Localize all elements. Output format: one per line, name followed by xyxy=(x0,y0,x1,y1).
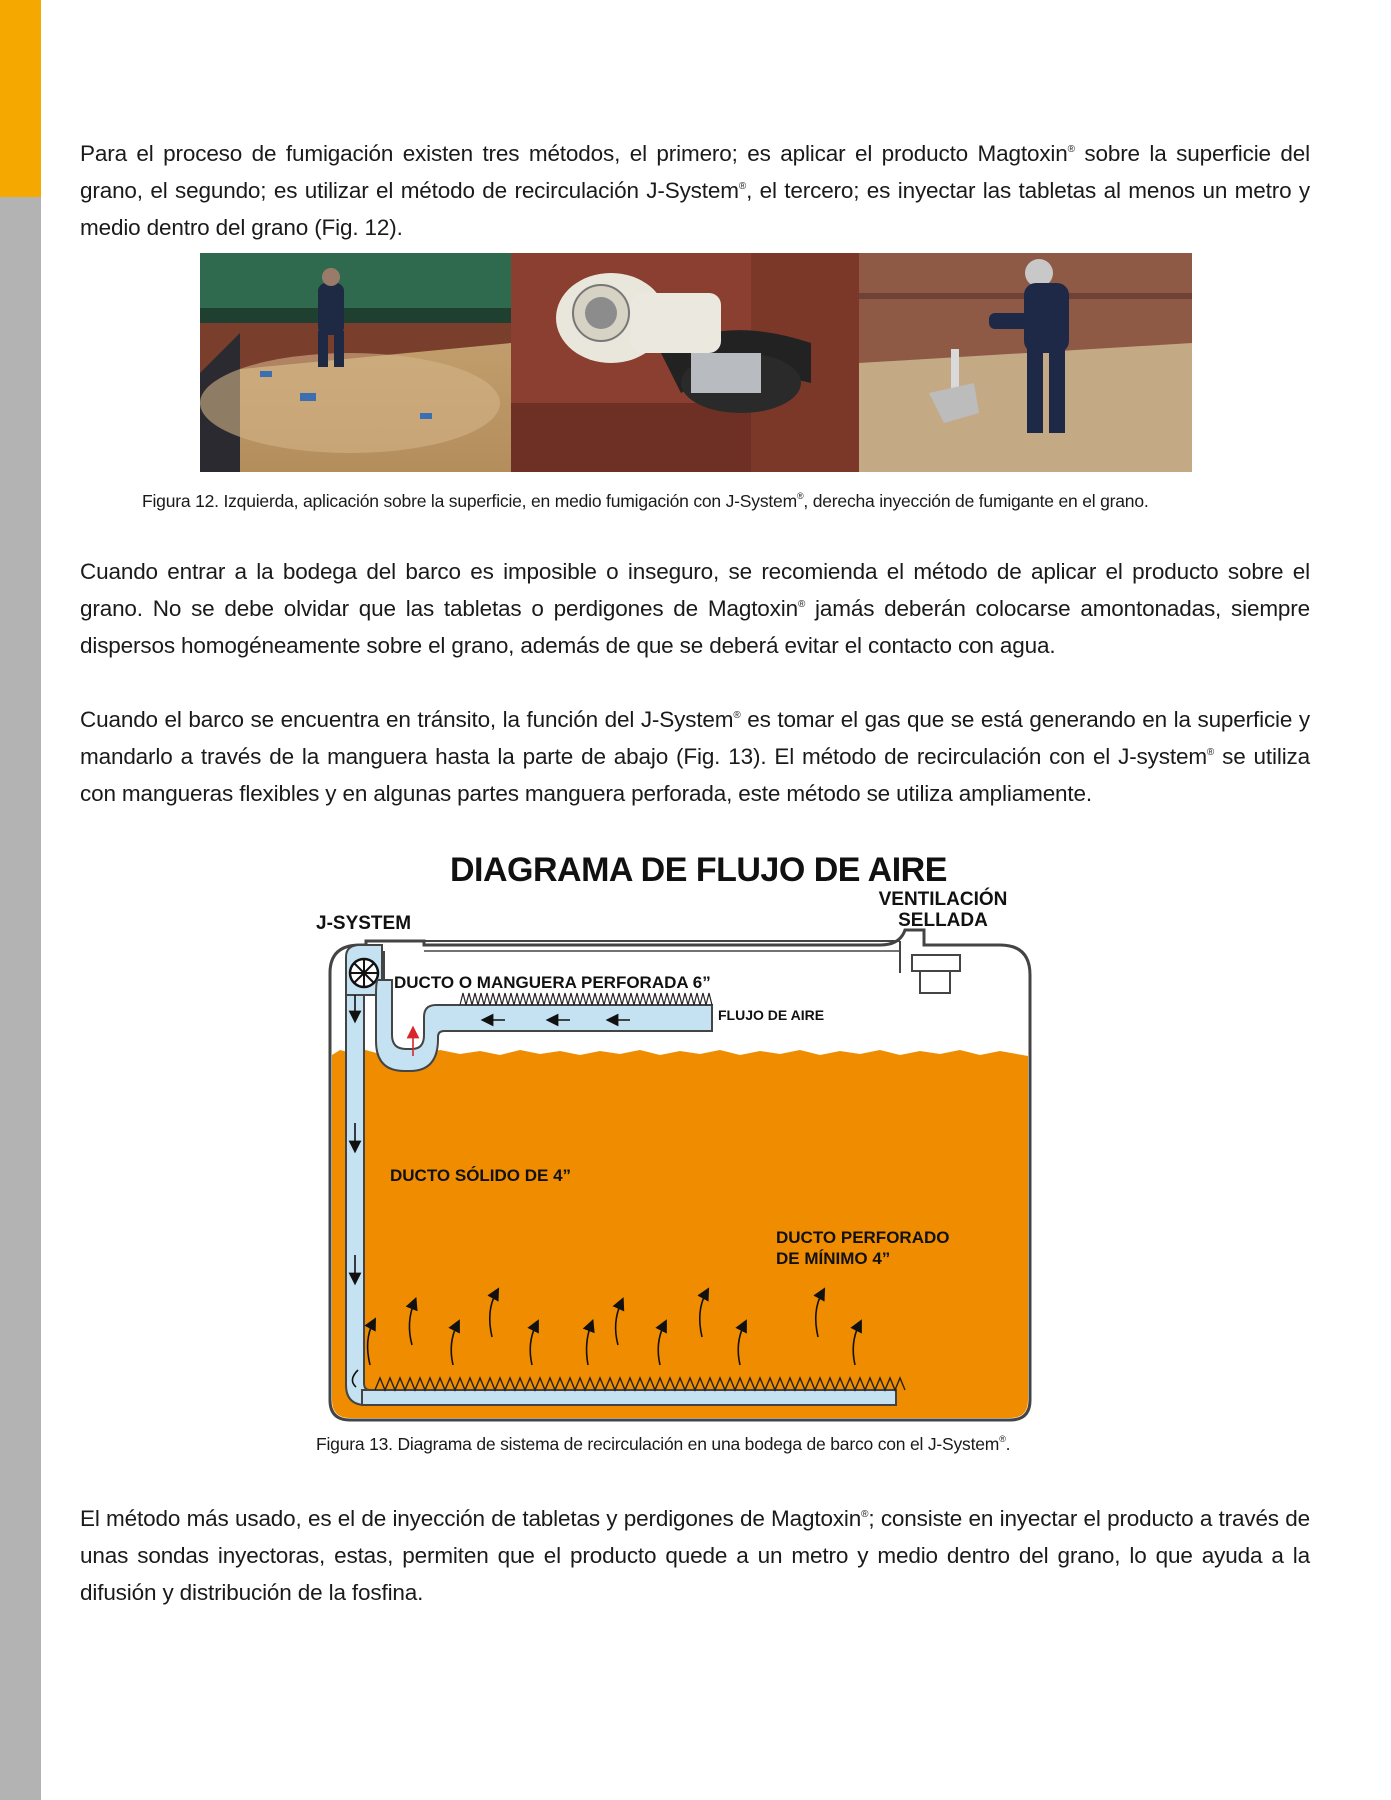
air-flow-diagram xyxy=(300,845,1080,1425)
diagram-title: DIAGRAMA DE FLUJO DE AIRE xyxy=(450,851,947,889)
paragraph-surface-method: Cuando entrar a la bodega del barco es imposible o inseguro, se recomienda el método de aplicar el producto sobre el grano. No se debe olvidar que las tabletas o perdigones de Magtoxin® jamás deberán colocarse amontonadas, siempre dispersos homogéneamente sobre el grano, además de que se deberá evitar el contacto con agua. xyxy=(80,559,1310,658)
perforated-duct-label-1: DUCTO PERFORADO xyxy=(776,1228,950,1247)
vent-label-line-2: SELLADA xyxy=(898,910,988,931)
sealed-vent xyxy=(912,955,960,971)
figure-13-caption: Figura 13. Diagrama de sistema de recirculación en una bodega de barco con el J-System®. xyxy=(316,1434,1011,1454)
paragraph-j-system-transit: Cuando el barco se encuentra en tránsito, la función del J-System® es tomar el gas que se está generando en la superficie y mandarlo a través de la manguera hasta la parte de abajo (Fig. 13). El método de recirculación con el J-system® se utiliza con mangueras flexibles y en algunas partes manguera perforada, este método se utiliza ampliamente. xyxy=(80,707,1311,806)
hose-label: DUCTO O MANGUERA PERFORADA 6” xyxy=(394,973,711,992)
vent-label-line-1: VENTILACIÓN xyxy=(878,889,1008,910)
perforated-duct-label-2: DE MÍNIMO 4” xyxy=(776,1249,891,1268)
figure-12-caption: Figura 12. Izquierda, aplicación sobre la superficie, en medio fumigación con J-System®, derecha inyección de fumigante en el grano. xyxy=(142,491,1149,511)
paragraph-fumigation-methods: Para el proceso de fumigación existen tres métodos, el primero; es aplicar el producto Magtoxin® sobre la superficie del grano, el segundo; es utilizar el método de recirculación J-System®, el tercero; es inyectar las tabletas al menos un metro y medio dentro del grano (Fig. 12). xyxy=(80,141,1310,240)
perforated-floor-duct xyxy=(362,1390,896,1405)
fan-icon xyxy=(350,959,378,987)
j-system-label: J-SYSTEM xyxy=(316,913,412,934)
solid-duct-label: DUCTO SÓLIDO DE 4” xyxy=(390,1166,572,1185)
airflow-label: FLUJO DE AIRE xyxy=(718,1007,825,1023)
figure-12-photos xyxy=(200,253,1192,472)
side-color-strip xyxy=(0,0,41,1800)
grain-injection-photo xyxy=(859,253,1192,472)
side-strip-gray xyxy=(0,197,41,1800)
j-system-fan-photo xyxy=(511,253,859,472)
side-strip-accent xyxy=(0,0,41,197)
surface-application-photo xyxy=(200,253,511,472)
paragraph-injection-method: El método más usado, es el de inyección de tabletas y perdigones de Magtoxin®; consiste en inyectar el producto a través de unas sondas inyectoras, estas, permiten que el producto quede a un metro y medio dentro del grano, lo que ayuda a la difusión y distribución de la fosfina. xyxy=(80,1506,1310,1605)
